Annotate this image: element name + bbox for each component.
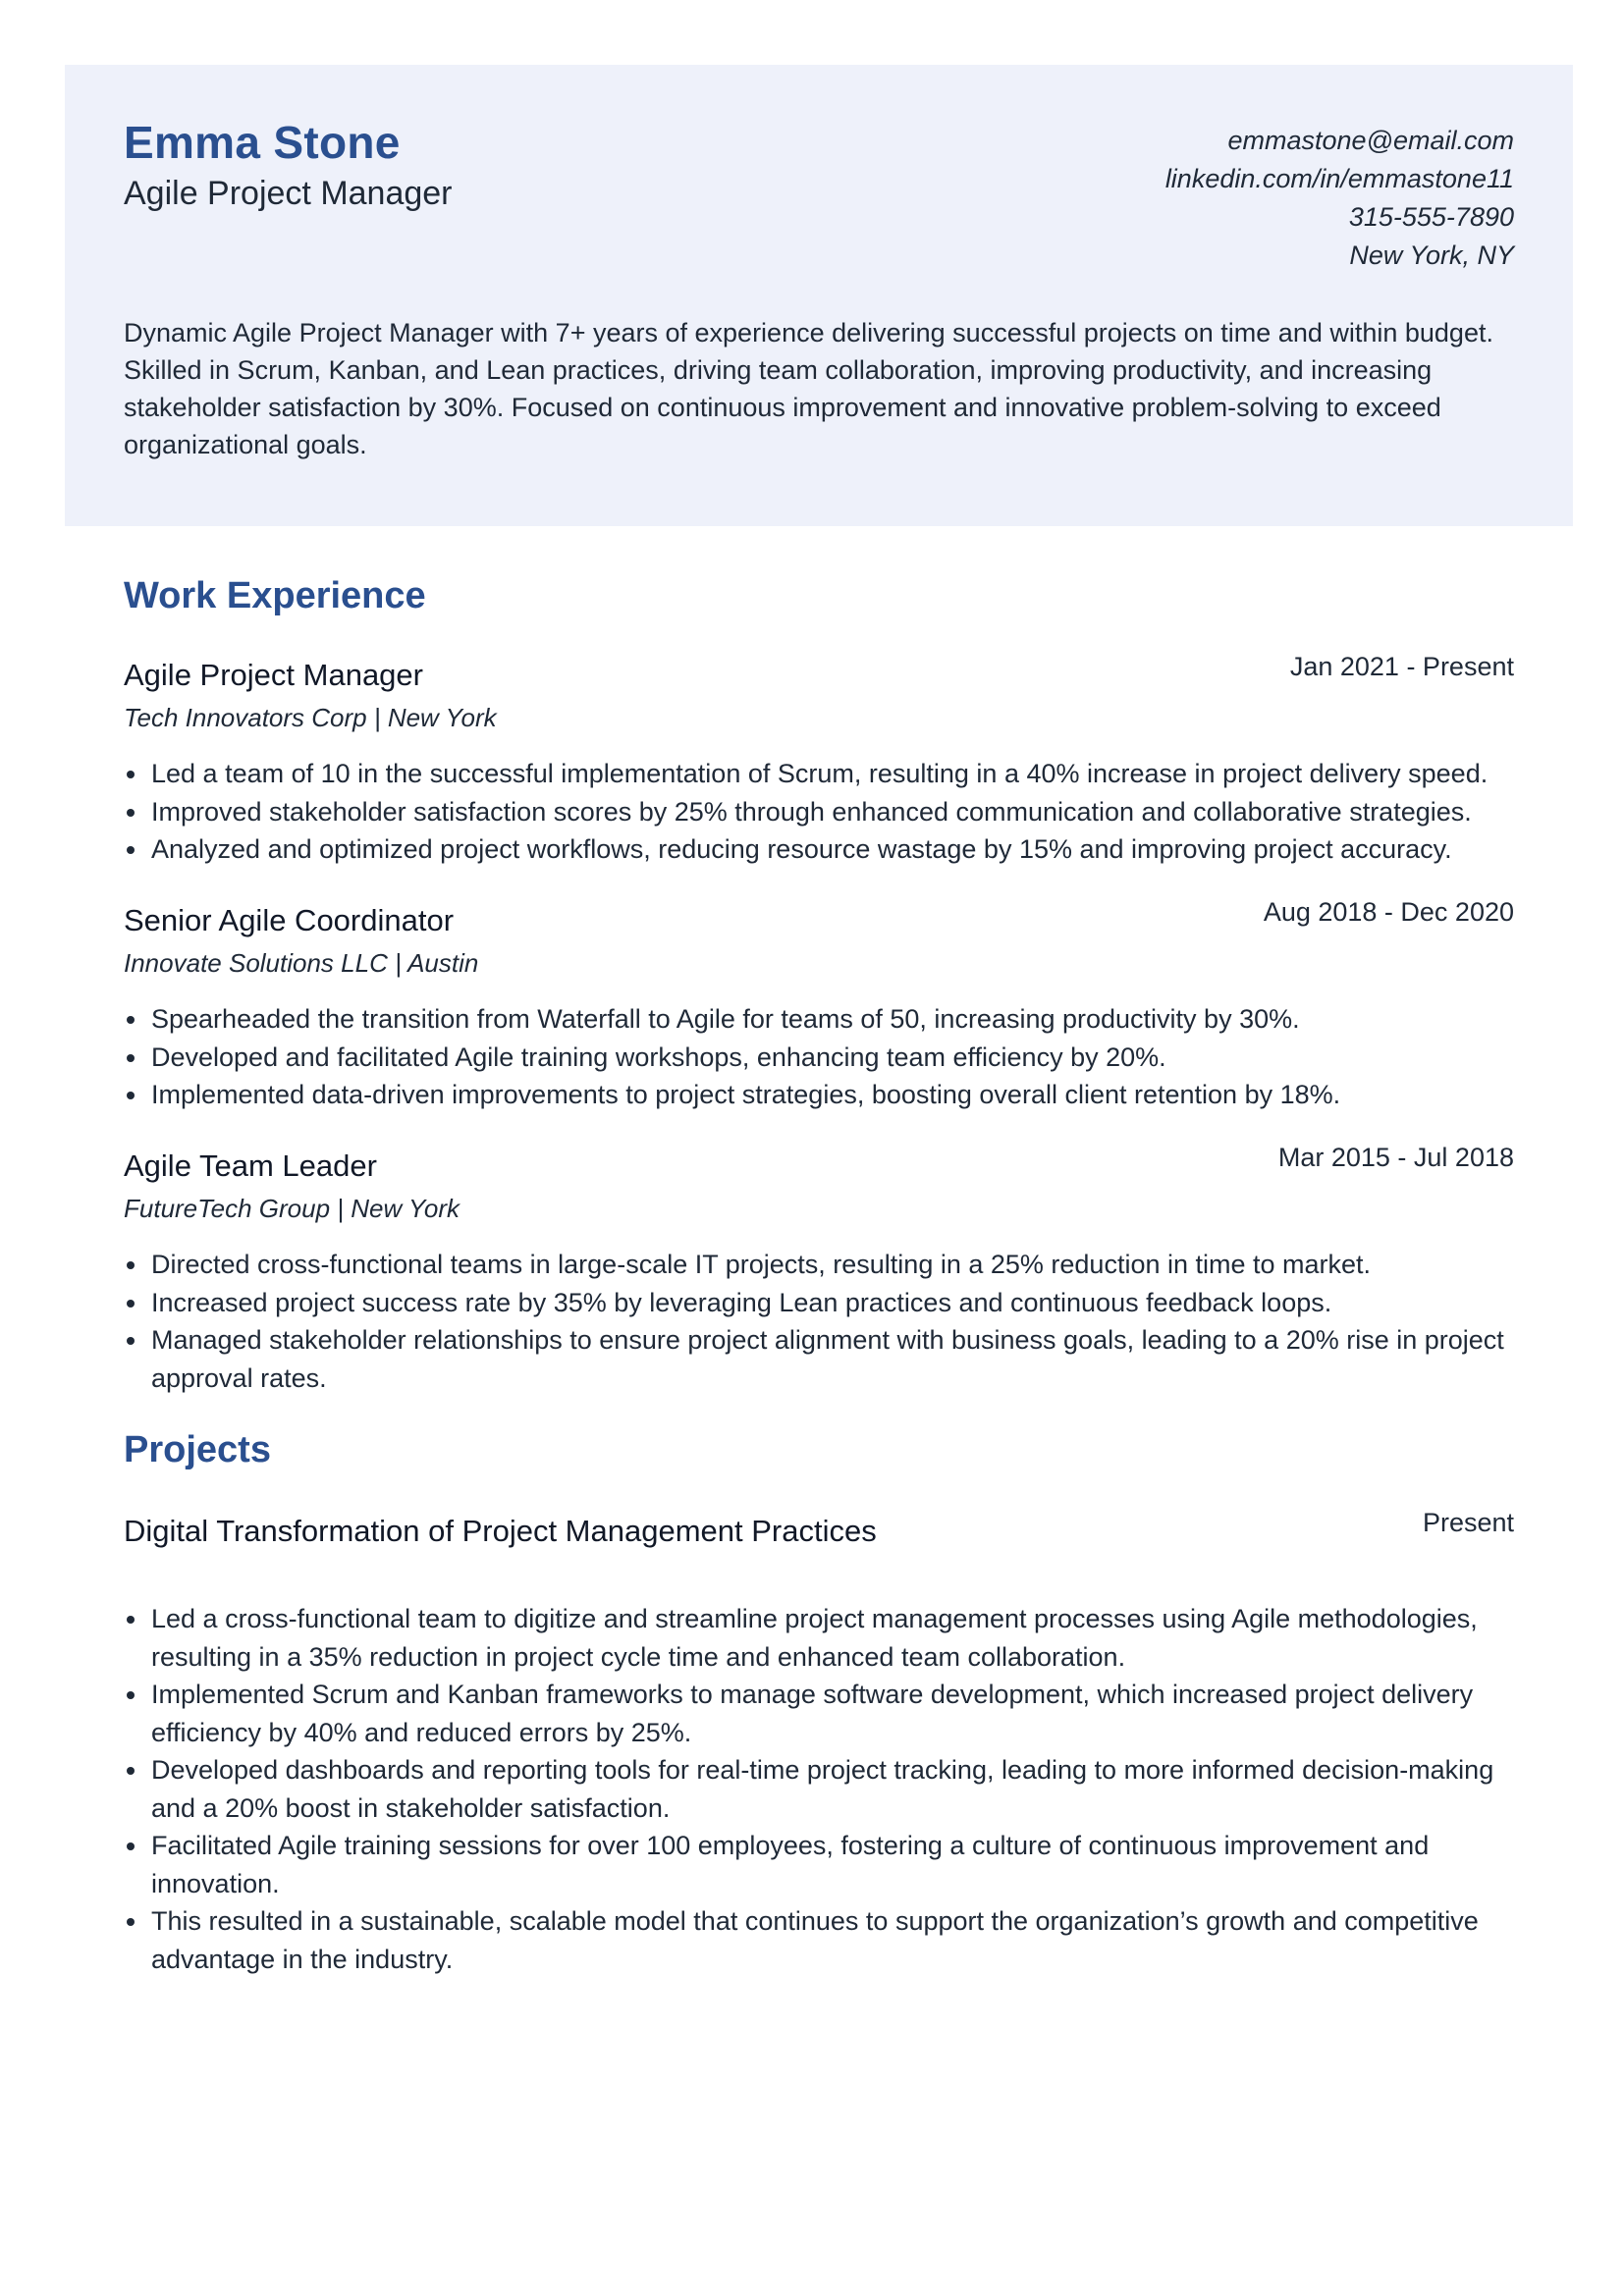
job-entry — [124, 893, 1514, 1114]
list-item: • Increased project success rate by 35% by leveraging Lean practices and continuous feedback loops. — [149, 1284, 1514, 1322]
linkedin-link[interactable]: linkedin.com/in/emmastone11 — [1164, 164, 1514, 193]
job-bullets — [124, 755, 1514, 869]
projects-heading: Projects — [124, 1429, 271, 1470]
job-company: FutureTech Group | New York — [124, 1194, 460, 1223]
project-name: Digital Transformation of Project Management Practices — [124, 1514, 877, 1548]
job-company: Innovate Solutions LLC | Austin — [124, 948, 479, 978]
project-dates: Present — [1422, 1508, 1514, 1537]
job-bullets — [124, 1246, 1514, 1397]
job-dates: Jan 2021 - Present — [1289, 652, 1514, 681]
header-section — [65, 65, 1573, 526]
list-item: • Implemented Scrum and Kanban frameworks to manage software development, which increased project delivery efficiency by 40% and reduced errors by 25%. — [149, 1676, 1514, 1751]
job-role: Agile Project Manager — [124, 658, 423, 692]
work-experience-heading: Work Experience — [124, 575, 426, 616]
phone-number: 315-555-7890 — [1348, 202, 1514, 232]
project-bullets — [124, 1600, 1514, 1978]
list-item: • Developed and facilitated Agile training workshops, enhancing team efficiency by 20%. — [149, 1039, 1514, 1077]
job-entry — [124, 1139, 1514, 1397]
job-entry — [124, 648, 1514, 869]
list-item: • Directed cross-functional teams in large-scale IT projects, resulting in a 25% reduction in time to market. — [149, 1246, 1514, 1284]
job-company: Tech Innovators Corp | New York — [124, 703, 497, 732]
candidate-name: Emma Stone — [124, 117, 401, 168]
job-bullets — [124, 1000, 1514, 1114]
job-role: Agile Team Leader — [124, 1148, 377, 1183]
contact-info — [1165, 122, 1514, 275]
job-dates: Aug 2018 - Dec 2020 — [1263, 897, 1514, 927]
summary-text: Dynamic Agile Project Manager with 7+ years of experience delivering successful projects on time and within budget. Skilled in Scrum, Kanban, and Lean practices, driving team collaboration, improving productivity, and increasing stakeholder satisfaction by 30%. Focused on continuous improvement and innovative problem-solving to exceed organizational goals. — [124, 318, 1493, 459]
list-item: • Improved stakeholder satisfaction scores by 25% through enhanced communication and collaborative strategies. — [149, 793, 1514, 831]
project-entry — [124, 1504, 1514, 1978]
list-item: • This resulted in a sustainable, scalable model that continues to support the organization’s growth and competitive advantage in the industry. — [149, 1902, 1514, 1978]
list-item: • Led a cross-functional team to digitize and streamline project management processes using Agile methodologies, resulting in a 35% reduction in project cycle time and enhanced team collaboration. — [149, 1600, 1514, 1676]
list-item: • Led a team of 10 in the successful implementation of Scrum, resulting in a 40% increase in project delivery speed. — [149, 755, 1514, 793]
list-item: • Facilitated Agile training sessions for over 100 employees, fostering a culture of continuous improvement and innovation. — [149, 1827, 1514, 1902]
email-link[interactable]: emmastone@email.com — [1227, 126, 1514, 155]
job-dates: Mar 2015 - Jul 2018 — [1277, 1143, 1514, 1172]
list-item: • Implemented data-driven improvements to project strategies, boosting overall client retention by 18%. — [149, 1076, 1514, 1114]
list-item: • Developed dashboards and reporting tools for real-time project tracking, leading to more informed decision-making and a 20% boost in stakeholder satisfaction. — [149, 1751, 1514, 1827]
location: New York, NY — [1349, 240, 1514, 270]
list-item: • Spearheaded the transition from Waterfall to Agile for teams of 50, increasing productivity by 30%. — [149, 1000, 1514, 1039]
list-item: • Analyzed and optimized project workflows, reducing resource wastage by 15% and improving project accuracy. — [149, 830, 1514, 869]
list-item: • Managed stakeholder relationships to ensure project alignment with business goals, leading to a 20% rise in project approval rates. — [149, 1321, 1514, 1397]
candidate-title: Agile Project Manager — [124, 175, 453, 212]
job-role: Senior Agile Coordinator — [124, 903, 455, 937]
